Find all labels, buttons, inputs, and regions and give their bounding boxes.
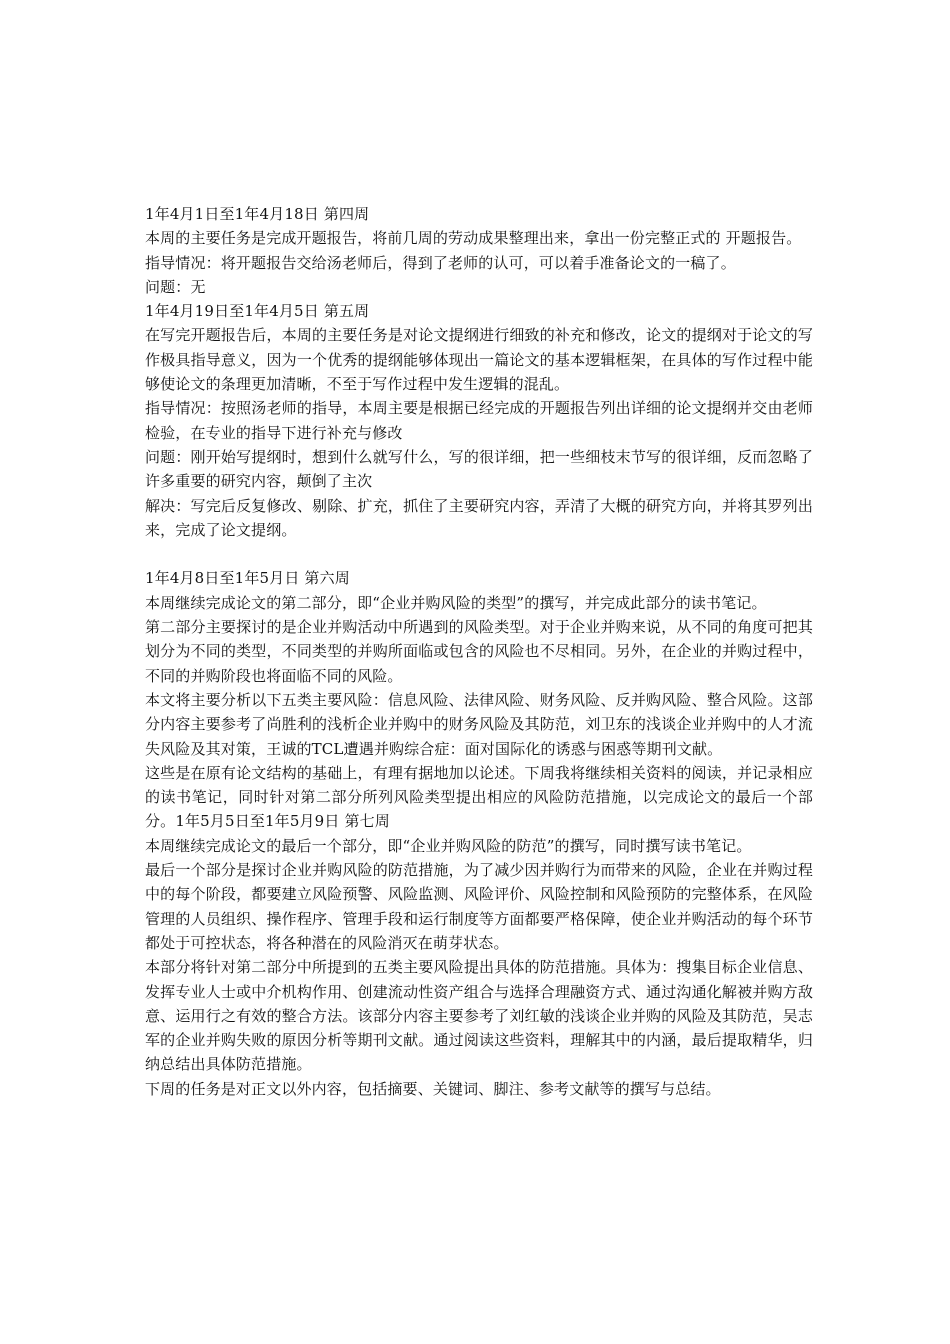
week6-summary-paragraph	[145, 761, 813, 834]
week6-content-paragraph: 第二部分主要探讨的是企业并购活动中所遇到的风险类型。对于企业并购来说，从不同的角度可把其划分为不同的类型，不同类型的并购所面临或包含的风险也不尽相同。另外，在企业的并购过程中，不同的并购阶段也将面临不同的风险。	[145, 618, 813, 685]
week7-heading: 1年5月5日至1年5月9日 第七周	[175, 812, 390, 831]
week6-risks-paragraph: 本文将主要分析以下五类主要风险：信息风险、法律风险、财务风险、反并购风险、整合风险。这部分内容主要参考了尚胜利的浅析企业并购中的财务风险及其防范，刘卫东的浅谈企业并购中的人才流失风险及其对策，王诚的TCL遭遇并购综合症：面对国际化的诱惑与困惑等期刊文献。	[145, 690, 813, 758]
week4-problem-paragraph: 问题：无	[145, 277, 206, 296]
week5-heading: 1年4月19日至1年4月5日 第五周	[145, 302, 370, 321]
week6-task-paragraph: 本周继续完成论文的第二部分，即“企业并购风险的类型”的撰写，并完成此部分的读书笔记。	[145, 593, 767, 612]
week5-task-paragraph: 在写完开题报告后，本周的主要任务是对论文提纲进行细致的补充和修改，论文的提纲对于论文的写作极具指导意义，因为一个优秀的提纲能够体现出一篇论文的基本逻辑框架，在具体的写作过程中能够使论文的条理更加清晰，不至于写作过程中发生逻辑的混乱。	[145, 326, 813, 394]
document-body	[145, 202, 813, 1101]
week4-guidance-paragraph: 指导情况：将开题报告交给汤老师后，得到了老师的认可，可以着手准备论文的一稿了。	[145, 253, 736, 272]
week4-heading: 1年4月1日至1年4月18日 第四周	[145, 205, 370, 223]
blank-line	[145, 542, 813, 566]
week7-task-paragraph: 本周继续完成论文的最后一个部分，即“企业并购风险的防范”的撰写，同时撰写读书笔记。	[145, 836, 752, 855]
week5-solution-paragraph: 解决：写完后反复修改、剔除、扩充，抓住了主要研究内容，弄清了大概的研究方向，并将其罗列出来，完成了论文提纲。	[145, 496, 813, 539]
week6-summary-text: 这些是在原有论文结构的基础上，有理有据地加以论述。下周我将继续相关资料的阅读，并记录相应的读书笔记，同时针对第二部分所列风险类型提出相应的风险防范措施，以完成论文的最后一个部分。	[145, 763, 813, 831]
week5-problem-paragraph: 问题：刚开始写提纲时，想到什么就写什么，写的很详细，把一些细枝末节写的很详细，反而忽略了许多重要的研究内容，颠倒了主次	[145, 447, 813, 491]
next-week-paragraph: 下周的任务是对正文以外内容，包括摘要、关键词、脚注、参考文献等的撰写与总结。	[145, 1079, 721, 1098]
week7-measures-paragraph: 本部分将针对第二部分中所提到的五类主要风险提出具体的防范措施。具体为：搜集目标企业信息、发挥专业人士或中介机构作用、创建流动性资产组合与选择合理融资方式、通过沟通化解被并购方敌意、运用行之有效的整合方法。该部分内容主要参考了刘红敏的浅谈企业并购的风险及其防范，吴志军的企业并购失败的原因分析等期刊文献。通过阅读这些资料，理解其中的内涵，最后提取精华，归纳总结出具体防范措施。	[145, 958, 813, 1074]
week5-guidance-paragraph: 指导情况：按照汤老师的指导，本周主要是根据已经完成的开题报告列出详细的论文提纲并交由老师检验，在专业的指导下进行补充与修改	[145, 399, 813, 442]
week6-heading: 1年4月8日至1年5月日 第六周	[145, 569, 350, 588]
week4-task-paragraph: 本周的主要任务是完成开题报告，将前几周的劳动成果整理出来，拿出一份完整正式的 开题报告。	[145, 229, 802, 248]
week7-content-paragraph: 最后一个部分是探讨企业并购风险的防范措施，为了减少因并购行为而带来的风险，企业在并购过程中的每个阶段，都要建立风险预警、风险监测、风险评价、风险控制和风险预防的完整体系，在风险管理的人员组织、操作程序、管理手段和运行制度等方面都要严格保障，使企业并购活动的每个环节都处于可控状态，将各种潜在的风险消灭在萌芽状态。	[145, 861, 813, 952]
